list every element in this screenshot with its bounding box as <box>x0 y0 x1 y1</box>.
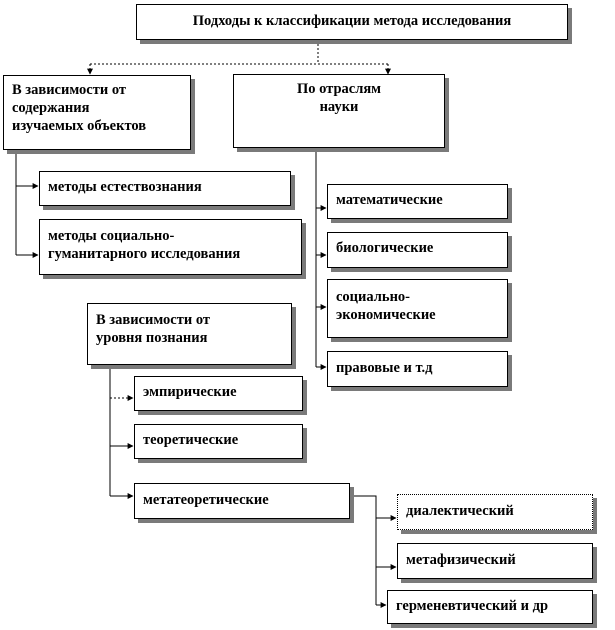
by-content-line-3: изучаемых объектов <box>12 118 147 134</box>
bio-label: биологические <box>336 240 434 256</box>
metaphysical-box <box>397 543 593 579</box>
dialectical-label: диалектический <box>406 503 514 519</box>
root-connector <box>90 40 388 64</box>
law-label: правовые и т.д <box>336 360 433 376</box>
socio-economic-line-1: социально- <box>336 289 411 305</box>
theoretical-label: теоретические <box>143 432 239 448</box>
by-level-box <box>87 303 292 365</box>
socio-economic-line-2: экономические <box>336 307 436 323</box>
by-level-line-2: уровня познания <box>96 330 208 346</box>
natural-science-methods-box <box>39 171 291 206</box>
root-label: Подходы к классификации метода исследования <box>192 13 512 29</box>
socio-economic-box <box>327 279 508 338</box>
hermeneutic-label: герменевтический и др <box>396 598 549 614</box>
empirical-label: эмпирические <box>143 384 237 400</box>
bio-box <box>327 232 508 268</box>
by-level-line-1: В зависимости от <box>96 312 211 328</box>
by-content-line-2: содержания <box>12 100 90 116</box>
by-branch-line-2: науки <box>319 99 359 115</box>
empirical-box <box>134 376 303 411</box>
hermeneutic-box <box>387 590 593 624</box>
dialectical-box <box>397 494 593 530</box>
by-branch-box <box>233 74 445 148</box>
law-box <box>327 351 508 387</box>
root-box <box>136 4 568 40</box>
natural-science-methods-label: методы естествознания <box>48 179 202 195</box>
by-branch-line-1: По отраслям <box>296 81 382 97</box>
by-content-box <box>3 75 191 150</box>
math-label: математические <box>336 192 443 208</box>
metatheoretical-label: метатеоретические <box>143 492 269 508</box>
theoretical-box <box>134 424 303 459</box>
socio-humanitarian-methods-box <box>39 219 302 275</box>
socio-humanitarian-line-1: методы социально- <box>48 228 175 244</box>
metatheoretical-box <box>134 483 350 519</box>
math-box <box>327 184 508 219</box>
by-content-line-1: В зависимости от <box>12 82 127 98</box>
socio-humanitarian-line-2: гуманитарного исследования <box>48 246 241 262</box>
metaphysical-label: метафизический <box>406 552 516 568</box>
